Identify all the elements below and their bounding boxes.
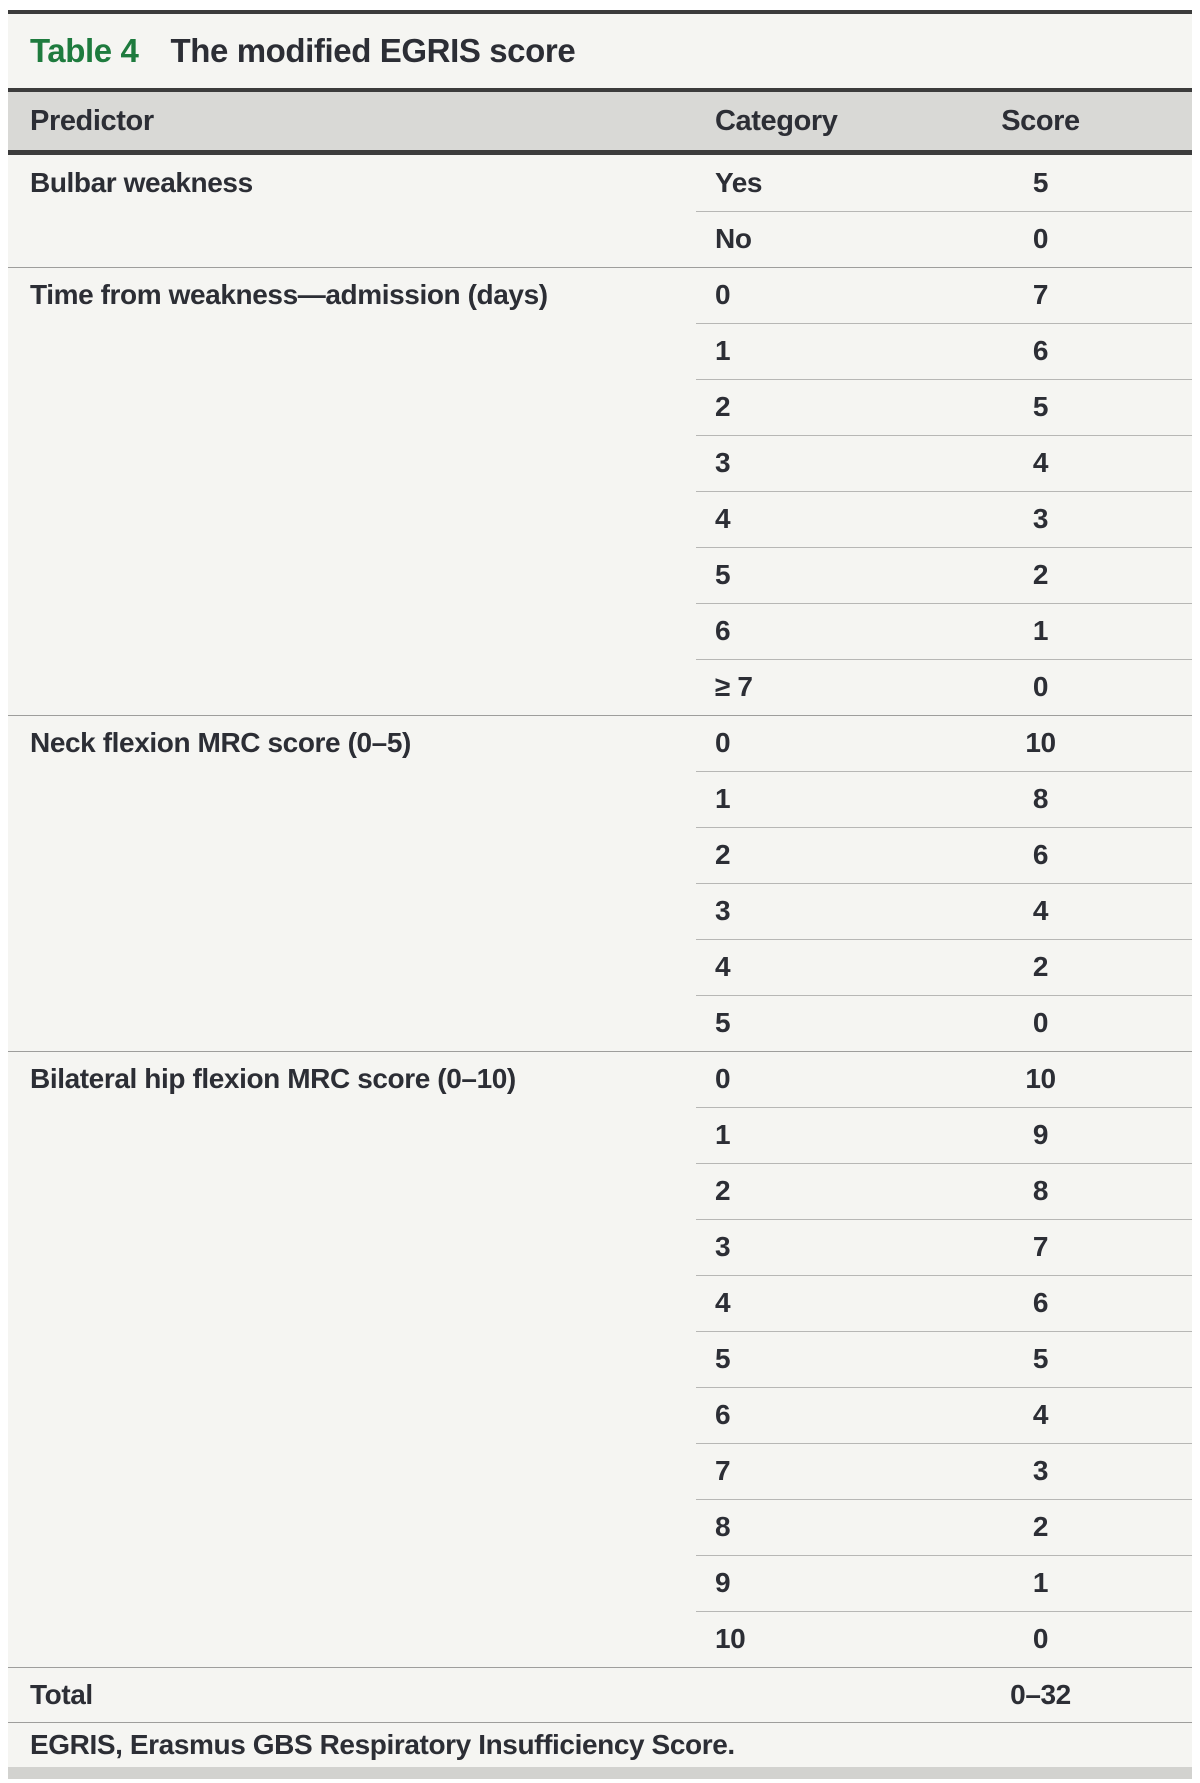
score-cell: 4 [1032, 1399, 1049, 1430]
category-cell: 2 [715, 839, 731, 870]
category-cell: 9 [715, 1567, 731, 1598]
category-cell: 4 [715, 503, 731, 534]
table-row [8, 267, 1192, 323]
score-cell: 0 [1032, 1007, 1049, 1038]
table-row [8, 1163, 1192, 1219]
score-cell: 5 [1032, 167, 1049, 198]
score-cell: 0 [1032, 671, 1049, 702]
score-cell: 8 [1032, 1175, 1049, 1206]
score-cell: 2 [1032, 1511, 1049, 1542]
table-row [8, 1051, 1192, 1107]
table-row [8, 547, 1192, 603]
total-row [8, 1667, 1192, 1722]
table-row [8, 995, 1192, 1051]
score-cell: 4 [1032, 895, 1049, 926]
score-cell: 6 [1032, 335, 1049, 366]
bottom-strip [8, 1767, 1192, 1779]
category-cell: 1 [715, 335, 731, 366]
table-row [8, 1499, 1192, 1555]
column-header-category: Category [715, 104, 838, 137]
score-cell: 1 [1032, 1567, 1049, 1598]
score-cell: 0 [1032, 223, 1049, 254]
table-row [8, 1219, 1192, 1275]
table-row [8, 771, 1192, 827]
score-cell: 7 [1032, 279, 1049, 310]
total-label: Total [30, 1679, 93, 1710]
score-cell: 9 [1032, 1119, 1049, 1150]
category-cell: 5 [715, 1343, 731, 1374]
predictor-cell: Bulbar weakness [30, 167, 253, 198]
category-cell: ≥ 7 [715, 671, 753, 702]
category-cell: 2 [715, 391, 731, 422]
score-cell: 0 [1032, 1623, 1049, 1654]
footnote-text: EGRIS, Erasmus GBS Respiratory Insufficiency Score. [30, 1729, 735, 1760]
category-cell: 6 [715, 1399, 731, 1430]
table-row [8, 939, 1192, 995]
category-cell: No [715, 223, 752, 254]
table-row [8, 155, 1192, 211]
category-cell: 3 [715, 447, 731, 478]
table-row [8, 883, 1192, 939]
score-cell: 10 [1025, 727, 1056, 758]
score-cell: 1 [1032, 615, 1049, 646]
score-cell: 6 [1032, 1287, 1049, 1318]
category-cell: 6 [715, 615, 731, 646]
table-row [8, 715, 1192, 771]
table-title: The modified EGRIS score [170, 32, 576, 69]
category-cell: 4 [715, 1287, 731, 1318]
predictor-cell: Bilateral hip flexion MRC score (0–10) [30, 1063, 516, 1094]
score-cell: 5 [1032, 1343, 1049, 1374]
category-cell: 0 [715, 279, 731, 310]
category-cell: 7 [715, 1455, 731, 1486]
table-row [8, 1443, 1192, 1499]
table-row [8, 659, 1192, 715]
table-row [8, 491, 1192, 547]
category-cell: 3 [715, 1231, 731, 1262]
table-row [8, 603, 1192, 659]
table-row [8, 435, 1192, 491]
table-row [8, 323, 1192, 379]
score-cell: 6 [1032, 839, 1049, 870]
table-row [8, 1611, 1192, 1667]
score-cell: 3 [1032, 1455, 1049, 1486]
score-cell: 7 [1032, 1231, 1049, 1262]
predictor-cell: Neck flexion MRC score (0–5) [30, 727, 411, 758]
category-cell: Yes [715, 167, 763, 198]
egris-score-table [8, 10, 1192, 1779]
table-row [8, 211, 1192, 267]
score-cell: 4 [1032, 447, 1049, 478]
table-row [8, 379, 1192, 435]
category-cell: 10 [715, 1623, 746, 1654]
category-cell: 0 [715, 1063, 731, 1094]
category-cell: 5 [715, 1007, 731, 1038]
column-header-predictor: Predictor [30, 104, 154, 137]
total-score: 0–32 [1010, 1679, 1071, 1710]
category-cell: 2 [715, 1175, 731, 1206]
table-caption [8, 14, 1192, 88]
category-cell: 0 [715, 727, 731, 758]
category-cell: 1 [715, 783, 731, 814]
score-cell: 2 [1032, 559, 1049, 590]
table-row [8, 1331, 1192, 1387]
table-body [8, 155, 1192, 1667]
column-header-row [8, 92, 1192, 150]
table-row [8, 1107, 1192, 1163]
predictor-cell: Time from weakness—admission (days) [30, 279, 548, 310]
column-header-score: Score [1001, 104, 1080, 137]
category-cell: 1 [715, 1119, 731, 1150]
score-cell: 5 [1032, 391, 1049, 422]
score-cell: 2 [1032, 951, 1049, 982]
table-number-label: Table 4 [30, 32, 139, 69]
category-cell: 4 [715, 951, 731, 982]
category-cell: 3 [715, 895, 731, 926]
score-cell: 8 [1032, 783, 1049, 814]
footnote-row [8, 1722, 1192, 1767]
table-row [8, 827, 1192, 883]
table-row [8, 1387, 1192, 1443]
category-cell: 5 [715, 559, 731, 590]
category-cell: 8 [715, 1511, 731, 1542]
score-cell: 3 [1032, 503, 1049, 534]
table-row [8, 1275, 1192, 1331]
score-cell: 10 [1025, 1063, 1056, 1094]
table-row [8, 1555, 1192, 1611]
